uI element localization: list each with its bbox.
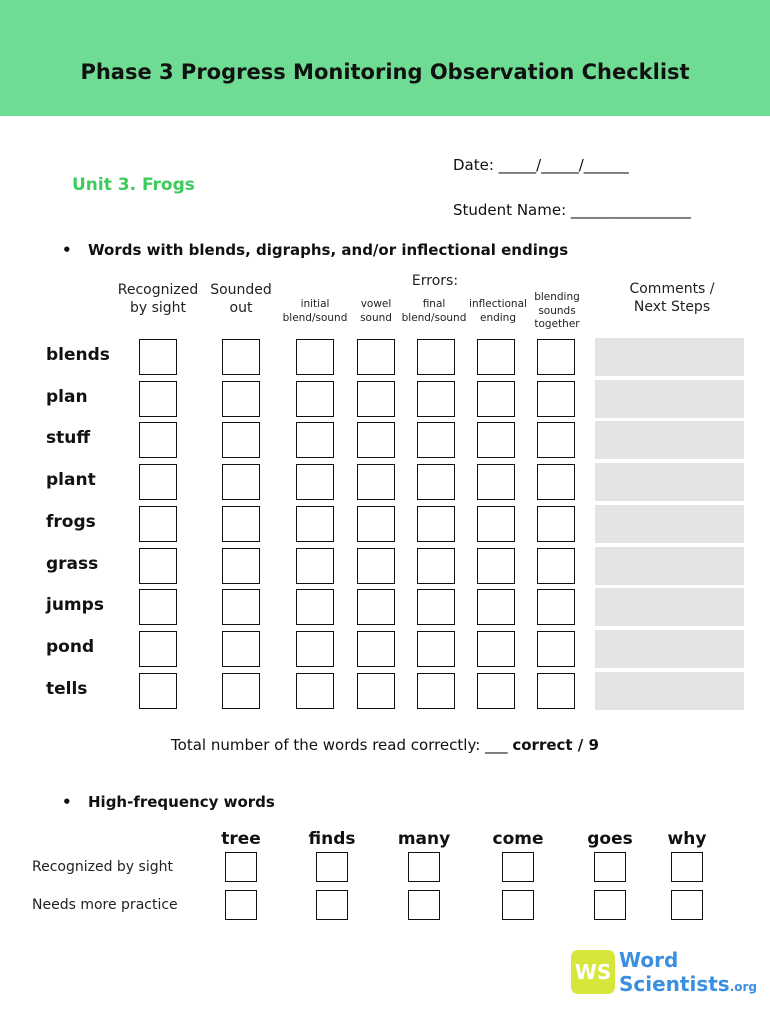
checkbox-initial[interactable] [296,589,334,625]
col-blending: blending sounds together [534,291,580,331]
checkbox-recognized[interactable] [139,339,177,375]
comment-cell[interactable] [595,421,744,459]
checkbox-recognized[interactable] [139,381,177,417]
hf-row-recognized: Recognized by sight [32,859,173,875]
checkbox-initial[interactable] [296,506,334,542]
checkbox-recognized[interactable] [139,673,177,709]
logo-word: Word [619,948,679,972]
checkbox-hf-practice[interactable] [502,890,534,920]
checkbox-final[interactable] [417,506,455,542]
total-suffix: correct / 9 [512,736,599,754]
header-band [0,0,770,116]
logo-org-text: .org [729,980,758,994]
comment-cell[interactable] [595,463,744,501]
comment-cell[interactable] [595,338,744,376]
hf-word-label: many [397,829,451,849]
word-label: grass [46,554,99,574]
logo-scientists-text: Scientists [619,972,730,996]
checkbox-sounded[interactable] [222,589,260,625]
checkbox-inflectional[interactable] [477,631,515,667]
checkbox-sounded[interactable] [222,464,260,500]
word-label: pond [46,637,95,657]
checkbox-vowel[interactable] [357,381,395,417]
checkbox-final[interactable] [417,548,455,584]
page-title: Phase 3 Progress Monitoring Observation Checklist [80,60,690,84]
checkbox-sounded[interactable] [222,422,260,458]
hf-word-label: why [667,829,707,849]
word-label: blends [46,345,110,365]
checkbox-recognized[interactable] [139,422,177,458]
checkbox-initial[interactable] [296,339,334,375]
errors-label: Errors: [411,273,459,289]
checkbox-initial[interactable] [296,381,334,417]
logo-badge: WS [571,950,615,994]
word-label: frogs [46,512,96,532]
col-final: final blend/sound [401,298,467,324]
checkbox-vowel[interactable] [357,548,395,584]
checkbox-initial[interactable] [296,464,334,500]
comment-cell[interactable] [595,505,744,543]
checkbox-final[interactable] [417,422,455,458]
checkbox-blending[interactable] [537,464,575,500]
checkbox-sounded[interactable] [222,506,260,542]
checkbox-blending[interactable] [537,422,575,458]
hf-word-label: tree [221,829,261,849]
comment-cell[interactable] [595,547,744,585]
bullet-icon: • [62,793,72,811]
checkbox-vowel[interactable] [357,631,395,667]
checkbox-hf-recognized[interactable] [408,852,440,882]
checkbox-recognized[interactable] [139,589,177,625]
col-vowel: vowel sound [360,298,392,324]
col-initial: initial blend/sound [282,298,348,324]
checkbox-hf-recognized[interactable] [594,852,626,882]
checkbox-inflectional[interactable] [477,548,515,584]
checkbox-hf-recognized[interactable] [502,852,534,882]
checkbox-sounded[interactable] [222,673,260,709]
col-comments: Comments / Next Steps [629,281,715,316]
checkbox-blending[interactable] [537,631,575,667]
section-heading-text: High-frequency words [88,793,275,811]
checkbox-vowel[interactable] [357,589,395,625]
logo-scientists [619,972,757,996]
section-blends-heading [62,241,568,259]
checkbox-hf-recognized[interactable] [316,852,348,882]
hf-row-practice: Needs more practice [32,897,178,913]
checkbox-hf-recognized[interactable] [671,852,703,882]
comment-cell[interactable] [595,630,744,668]
col-sounded: Sounded out [210,282,272,317]
checkbox-inflectional[interactable] [477,422,515,458]
date-field[interactable]: Date: _____/_____/______ [453,156,629,174]
checkbox-hf-practice[interactable] [408,890,440,920]
checkbox-inflectional[interactable] [477,673,515,709]
checkbox-inflectional[interactable] [477,339,515,375]
student-name-field[interactable]: Student Name: ________________ [453,201,691,219]
checkbox-hf-practice[interactable] [316,890,348,920]
hf-word-label: finds [308,829,356,849]
checkbox-sounded[interactable] [222,381,260,417]
total-prefix: Total number of the words read correctly: ___ [171,736,513,754]
word-label: plan [46,387,88,407]
checkbox-initial[interactable] [296,422,334,458]
checkbox-sounded[interactable] [222,548,260,584]
checkbox-inflectional[interactable] [477,381,515,417]
checkbox-hf-practice[interactable] [671,890,703,920]
unit-title: Unit 3. Frogs [72,175,195,195]
checkbox-inflectional[interactable] [477,464,515,500]
checkbox-initial[interactable] [296,548,334,584]
checkbox-blending[interactable] [537,339,575,375]
checkbox-vowel[interactable] [357,422,395,458]
checkbox-initial[interactable] [296,673,334,709]
checkbox-final[interactable] [417,673,455,709]
checkbox-blending[interactable] [537,589,575,625]
word-label: tells [46,679,88,699]
comment-cell[interactable] [595,588,744,626]
checkbox-recognized[interactable] [139,464,177,500]
col-inflectional: inflectional ending [469,298,527,324]
word-label: plant [46,470,96,490]
section-heading-text: Words with blends, digraphs, and/or inflectional endings [88,241,569,259]
checkbox-hf-practice[interactable] [225,890,257,920]
col-recognized: Recognized by sight [117,282,199,317]
checkbox-final[interactable] [417,631,455,667]
checkbox-final[interactable] [417,339,455,375]
checkbox-final[interactable] [417,381,455,417]
checkbox-hf-practice[interactable] [594,890,626,920]
comment-cell[interactable] [595,380,744,418]
checkbox-recognized[interactable] [139,631,177,667]
bullet-icon: • [62,241,72,259]
checkbox-recognized[interactable] [139,548,177,584]
checkbox-blending[interactable] [537,548,575,584]
hf-word-label: goes [587,829,633,849]
checkbox-vowel[interactable] [357,339,395,375]
checkbox-vowel[interactable] [357,464,395,500]
checkbox-blending[interactable] [537,381,575,417]
checkbox-initial[interactable] [296,631,334,667]
checkbox-recognized[interactable] [139,506,177,542]
checkbox-final[interactable] [417,589,455,625]
checkbox-inflectional[interactable] [477,506,515,542]
comment-cell[interactable] [595,672,744,710]
checkbox-vowel[interactable] [357,506,395,542]
word-scientists-logo [571,946,758,998]
checkbox-blending[interactable] [537,673,575,709]
checkbox-final[interactable] [417,464,455,500]
checkbox-sounded[interactable] [222,631,260,667]
checkbox-sounded[interactable] [222,339,260,375]
checkbox-hf-recognized[interactable] [225,852,257,882]
checkbox-inflectional[interactable] [477,589,515,625]
total-correct-line [0,736,770,754]
section-hf-heading [62,793,275,811]
word-label: jumps [46,595,104,615]
checkbox-blending[interactable] [537,506,575,542]
hf-word-label: come [492,829,544,849]
checkbox-vowel[interactable] [357,673,395,709]
word-label: stuff [46,428,91,448]
